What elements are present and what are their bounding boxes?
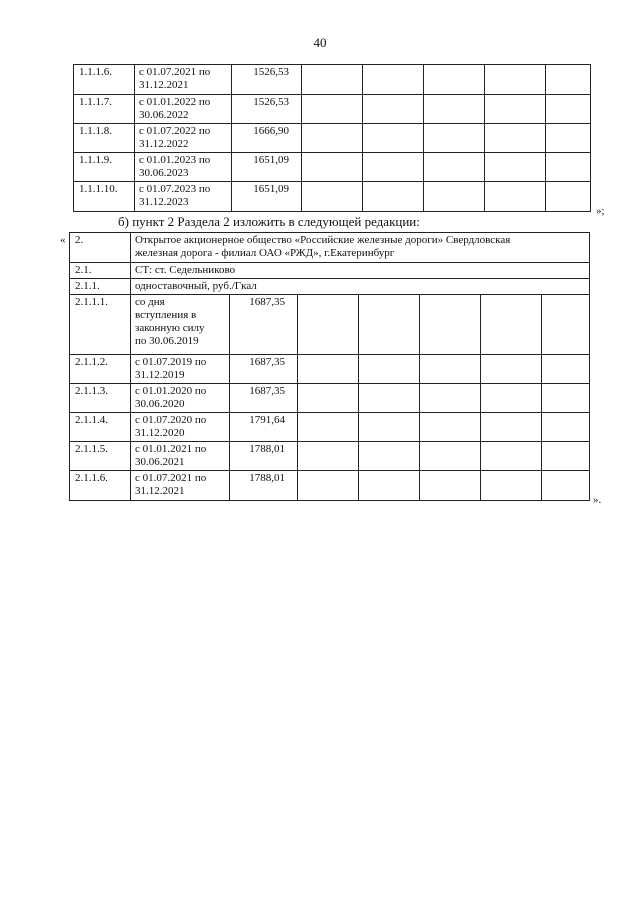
table-row: [74, 182, 591, 212]
row-code: 2.1.1.5.: [70, 442, 131, 471]
table1-end-mark: »;: [596, 205, 605, 217]
table-row: [74, 95, 591, 124]
table-row: [70, 384, 590, 413]
empty-cell: [546, 65, 591, 95]
empty-cell: [302, 124, 363, 153]
table-row: [70, 471, 590, 501]
empty-cell: [542, 295, 590, 355]
row-value: 1651,09: [232, 182, 302, 212]
empty-cell: [420, 413, 481, 442]
empty-cell: [359, 355, 420, 384]
row-period: с 01.07.2023 по 31.12.2023: [135, 182, 232, 212]
row-code: 1.1.1.8.: [74, 124, 135, 153]
empty-cell: [546, 124, 591, 153]
empty-cell: [485, 95, 546, 124]
tariff-type: одноставочный, руб./Гкал: [131, 279, 590, 295]
empty-cell: [542, 442, 590, 471]
empty-cell: [359, 442, 420, 471]
row-value: 1687,35: [230, 384, 298, 413]
empty-cell: [485, 153, 546, 182]
empty-cell: [298, 295, 359, 355]
empty-cell: [420, 384, 481, 413]
row-period: с 01.07.2022 по 31.12.2022: [135, 124, 232, 153]
section-header-row: [70, 263, 590, 279]
empty-cell: [363, 124, 424, 153]
row-value: 1687,35: [230, 295, 298, 355]
open-quote: «: [60, 234, 66, 246]
empty-cell: [359, 413, 420, 442]
empty-cell: [359, 384, 420, 413]
row-period: со дня вступления в законную силу по 30.06.2019: [131, 295, 230, 355]
row-code: 2.: [70, 233, 131, 263]
empty-cell: [542, 384, 590, 413]
row-period: с 01.01.2022 по 30.06.2022: [135, 95, 232, 124]
row-period: с 01.01.2020 по 30.06.2020: [131, 384, 230, 413]
empty-cell: [359, 471, 420, 501]
row-code: 1.1.1.10.: [74, 182, 135, 212]
row-code: 2.1.1.2.: [70, 355, 131, 384]
empty-cell: [302, 65, 363, 95]
empty-cell: [359, 295, 420, 355]
empty-cell: [481, 442, 542, 471]
table-row: [70, 413, 590, 442]
empty-cell: [420, 471, 481, 501]
row-code: 2.1.1.6.: [70, 471, 131, 501]
tariff-table-2: [69, 232, 590, 501]
table-row: [70, 355, 590, 384]
row-code: 2.1.1.4.: [70, 413, 131, 442]
table-row: [74, 124, 591, 153]
row-value: 1788,01: [230, 442, 298, 471]
empty-cell: [298, 471, 359, 501]
row-value: 1791,64: [230, 413, 298, 442]
table-row: [70, 442, 590, 471]
amendment-paragraph: б) пункт 2 Раздела 2 изложить в следующей редакции:: [118, 214, 420, 229]
empty-cell: [424, 65, 485, 95]
empty-cell: [363, 153, 424, 182]
row-code: 2.1.: [70, 263, 131, 279]
empty-cell: [298, 442, 359, 471]
row-code: 1.1.1.7.: [74, 95, 135, 124]
empty-cell: [298, 384, 359, 413]
empty-cell: [481, 384, 542, 413]
row-value: 1526,53: [232, 95, 302, 124]
empty-cell: [363, 65, 424, 95]
section-header-row: [70, 279, 590, 295]
section-header-row: [70, 233, 590, 263]
empty-cell: [298, 413, 359, 442]
empty-cell: [481, 413, 542, 442]
empty-cell: [302, 95, 363, 124]
empty-cell: [420, 355, 481, 384]
empty-cell: [302, 153, 363, 182]
row-code: 1.1.1.9.: [74, 153, 135, 182]
row-period: с 01.07.2020 по 31.12.2020: [131, 413, 230, 442]
empty-cell: [542, 355, 590, 384]
empty-cell: [298, 355, 359, 384]
row-value: 1666,90: [232, 124, 302, 153]
empty-cell: [481, 355, 542, 384]
row-period: с 01.07.2019 по 31.12.2019: [131, 355, 230, 384]
row-period: с 01.01.2023 по 30.06.2023: [135, 153, 232, 182]
empty-cell: [546, 182, 591, 212]
table2-end-mark: ».: [593, 494, 602, 506]
row-code: 2.1.1.: [70, 279, 131, 295]
empty-cell: [485, 65, 546, 95]
page-number: 40: [313, 35, 327, 50]
empty-cell: [481, 471, 542, 501]
row-value: 1788,01: [230, 471, 298, 501]
empty-cell: [424, 124, 485, 153]
row-value: 1651,09: [232, 153, 302, 182]
empty-cell: [546, 95, 591, 124]
row-value: 1526,53: [232, 65, 302, 95]
empty-cell: [485, 182, 546, 212]
empty-cell: [542, 413, 590, 442]
tariff-table-1: [73, 64, 591, 212]
empty-cell: [420, 442, 481, 471]
empty-cell: [363, 182, 424, 212]
row-period: с 01.07.2021 по 31.12.2021: [135, 65, 232, 95]
empty-cell: [424, 182, 485, 212]
organization-name: Открытое акционерное общество «Российские железные дороги» Свердловская железная дорога - филиал ОАО «РЖД», г.Екатеринбург: [131, 233, 590, 263]
row-code: 2.1.1.1.: [70, 295, 131, 355]
table-row: [74, 153, 591, 182]
row-period: с 01.07.2021 по 31.12.2021: [131, 471, 230, 501]
empty-cell: [542, 471, 590, 501]
table-row: [70, 295, 590, 355]
empty-cell: [485, 124, 546, 153]
row-period: с 01.01.2021 по 30.06.2021: [131, 442, 230, 471]
empty-cell: [424, 95, 485, 124]
row-code: 1.1.1.6.: [74, 65, 135, 95]
empty-cell: [481, 295, 542, 355]
empty-cell: [420, 295, 481, 355]
empty-cell: [424, 153, 485, 182]
row-value: 1687,35: [230, 355, 298, 384]
station-name: СТ: ст. Седельниково: [131, 263, 590, 279]
table-row: [74, 65, 591, 95]
row-code: 2.1.1.3.: [70, 384, 131, 413]
empty-cell: [363, 95, 424, 124]
empty-cell: [546, 153, 591, 182]
empty-cell: [302, 182, 363, 212]
